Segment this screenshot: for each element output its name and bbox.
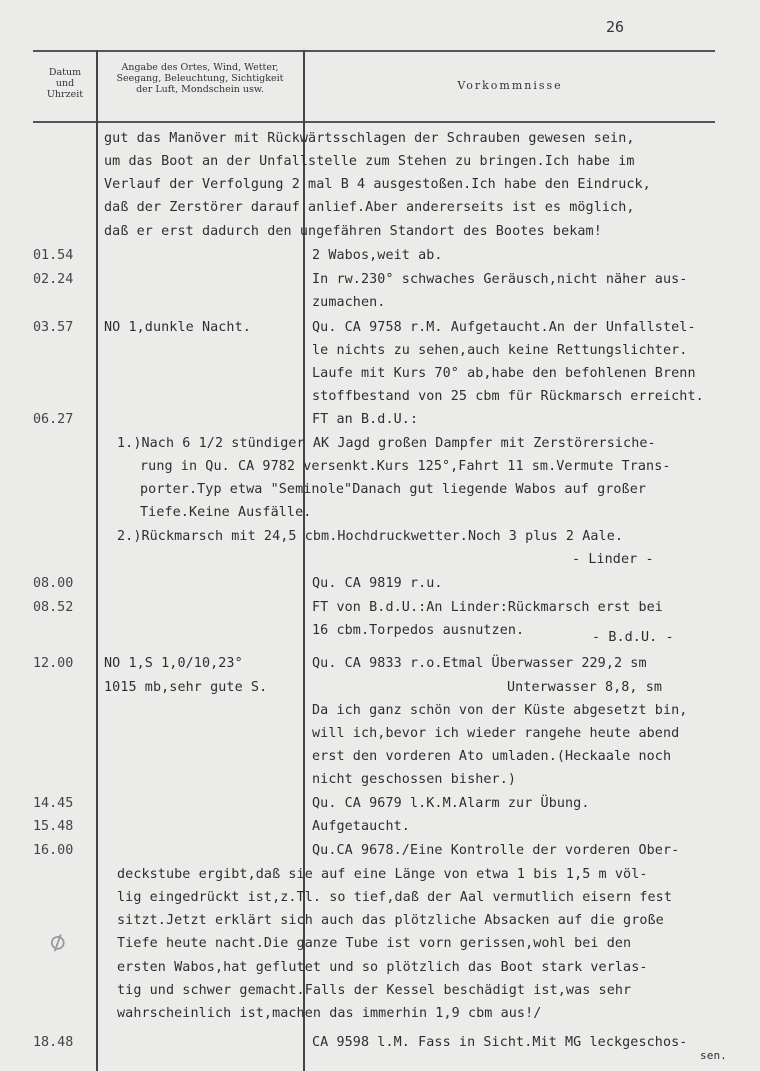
entry-text: Qu. CA 9758 r.M. Aufgetaucht.An der Unfallstel-	[312, 320, 696, 335]
entry-text: Aufgetaucht.	[312, 819, 410, 834]
entry-time: 02.24	[33, 272, 74, 287]
top-rule	[33, 50, 715, 52]
entry-text: sen.	[700, 1049, 727, 1062]
entry-text: stoffbestand von 25 cbm für Rückmarsch erreicht.	[312, 389, 704, 404]
entry-time: 18.48	[33, 1035, 74, 1050]
entry-text: deckstube ergibt,daß sie auf eine Länge von etwa 1 bis 1,5 m völ-	[117, 867, 648, 882]
entry-text: Da ich ganz schön von der Küste abgesetzt bin,	[312, 703, 688, 718]
entry-time: 08.52	[33, 600, 74, 615]
signature-bdu: - B.d.U. -	[592, 630, 674, 645]
entry-text: gut das Manöver mit Rückwärtsschlagen der Schrauben gewesen sein,	[104, 131, 635, 146]
entry-text: Tiefe.Keine Ausfälle.	[140, 505, 312, 520]
entry-text: Verlauf der Verfolgung 2 mal B 4 ausgestoßen.Ich habe den Eindruck,	[104, 177, 651, 192]
entry-time: 15.48	[33, 819, 74, 834]
entry-text: CA 9598 l.M. Fass in Sicht.Mit MG leckgeschos-	[312, 1035, 688, 1050]
entry-text: In rw.230° schwaches Geräusch,nicht näher aus-	[312, 272, 688, 287]
entry-time: 12.00	[33, 656, 74, 671]
pencil-mark-icon: ∅	[44, 926, 72, 960]
entry-text: will ich,bevor ich wieder rangehe heute abend	[312, 726, 680, 741]
entry-text: Tiefe heute nacht.Die ganze Tube ist vorn gerissen,wohl bei den	[117, 936, 632, 951]
entry-time: 16.00	[33, 843, 74, 858]
page-number: 26	[606, 18, 625, 36]
entry-text: Qu.CA 9678./Eine Kontrolle der vorderen Ober-	[312, 843, 680, 858]
entry-text: FT von B.d.U.:An Linder:Rückmarsch erst bei	[312, 600, 663, 615]
entry-text: lig eingedrückt ist,z.Tl. so tief,daß der Aal vermutlich eisern fest	[117, 890, 673, 905]
entry-weather: NO 1,S 1,0/10,23°	[104, 656, 243, 671]
entry-time: 03.57	[33, 320, 74, 335]
entry-time: 08.00	[33, 576, 74, 591]
entry-text: erst den vorderen Ato umladen.(Heckaale noch	[312, 749, 672, 764]
signature-linder: - Linder -	[572, 552, 654, 567]
entry-text: daß er erst dadurch den ungefähren Standort des Bootes bekam!	[104, 224, 602, 239]
entry-text: ersten Wabos,hat geflutet und so plötzlich das Boot stark verlas-	[117, 960, 648, 975]
entry-text: le nichts zu sehen,auch keine Rettungslichter.	[312, 343, 688, 358]
entry-text: FT an B.d.U.:	[312, 412, 419, 427]
entry-text: tig und schwer gemacht.Falls der Kessel beschädigt ist,was sehr	[117, 983, 632, 998]
entry-text: rung in Qu. CA 9782 versenkt.Kurs 125°,Fahrt 11 sm.Vermute Trans-	[140, 459, 671, 474]
entry-weather: 1015 mb,sehr gute S.	[104, 680, 268, 695]
entry-text: Qu. CA 9679 l.K.M.Alarm zur Übung.	[312, 796, 590, 811]
entry-text: um das Boot an der Unfallstelle zum Stehen zu bringen.Ich habe im	[104, 154, 635, 169]
header-occurrences: Vorkommnisse	[457, 79, 563, 92]
entry-weather: NO 1,dunkle Nacht.	[104, 320, 251, 335]
entry-text: wahrscheinlich ist,machen das immerhin 1,9 cbm aus!/	[117, 1006, 542, 1021]
entry-text: nicht geschossen bisher.)	[312, 772, 517, 787]
entry-text: sitzt.Jetzt erklärt sich auch das plötzliche Absacken auf die große	[117, 913, 664, 928]
entry-text: 16 cbm.Torpedos ausnutzen.	[312, 623, 525, 638]
header-date-time: Datum und Uhrzeit	[46, 67, 84, 100]
col-divider-1	[96, 50, 98, 1071]
header-rule	[33, 121, 715, 123]
entry-text: Unterwasser 8,8, sm	[507, 680, 663, 695]
header-location-weather: Angabe des Ortes, Wind, Wetter, Seegang, Beleuchtung, Sichtigkeit der Luft, Mondschein usw.	[116, 62, 284, 95]
entry-text: daß der Zerstörer darauf anlief.Aber andererseits ist es möglich,	[104, 200, 635, 215]
entry-text: 2.)Rückmarsch mit 24,5 cbm.Hochdruckwetter.Noch 3 plus 2 Aale.	[117, 529, 624, 544]
entry-time: 06.27	[33, 412, 74, 427]
entry-text: Qu. CA 9819 r.u.	[312, 576, 443, 591]
entry-text: 1.)Nach 6 1/2 stündiger AK Jagd großen Dampfer mit Zerstörersiche-	[117, 436, 656, 451]
entry-text: Laufe mit Kurs 70° ab,habe den befohlenen Brenn	[312, 366, 696, 381]
entry-text: zumachen.	[312, 295, 386, 310]
entry-time: 01.54	[33, 248, 74, 263]
entry-text: porter.Typ etwa "Seminole"Danach gut liegende Wabos auf großer	[140, 482, 647, 497]
entry-text: Qu. CA 9833 r.o.Etmal Überwasser 229,2 sm	[312, 656, 647, 671]
entry-time: 14.45	[33, 796, 74, 811]
entry-text: 2 Wabos,weit ab.	[312, 248, 443, 263]
